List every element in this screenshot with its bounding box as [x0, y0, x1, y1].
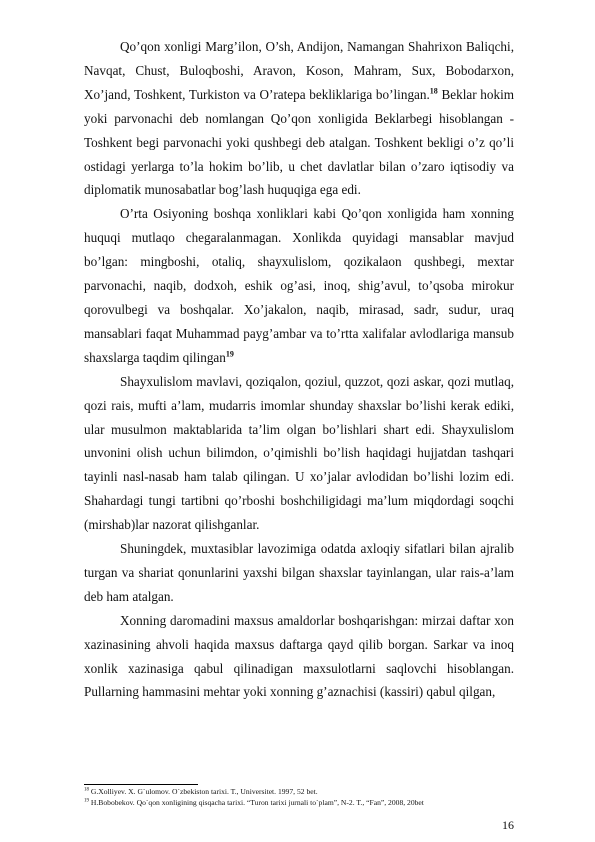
paragraph-text: Shuningdek, muxtasiblar lavozimiga odatda axloqiy sifatlari bilan ajralib turgan va shariat qonunlarini yaxshi bilgan shaxslar tayinlangan, ular rais-a’lam deb ham atalgan. [84, 541, 514, 604]
paragraph [84, 609, 514, 705]
paragraph-text: O’rta Osiyoning boshqa xonliklari kabi Qo’qon xonligida ham xonning huquqi mutlaqo chegaralanmagan. Xonlikda quyidagi mansablar mavjud bo’lgan: mingboshi, otaliq, shayxulislom, qozikalaon qushbegi, mextar parvonachi, naqib, dodxoh, eshik og’asi, inoq, shig’avul, to’qsoba mirokur qorovulbegi va boshqalar. Xo’jakalon, naqib, mirasad, sadr, sudur, uraq mansablari faqat Muhammad payg’ambar va to’rtta xalifalar avlodlariga mansub shaxslarga taqdim qilingan [84, 206, 514, 365]
footnote-text: H.Bobobekov. Qo`qon xonligining qisqacha tarixi. “Turon tarixi jurnali to`plam”, N-2. T., “Fan”, 2008, 20bet [89, 797, 424, 807]
paragraph [84, 370, 514, 537]
footnote [84, 798, 524, 809]
paragraph [84, 35, 514, 202]
footnote-divider [84, 784, 198, 785]
footnote-ref[interactable]: 18 [429, 86, 438, 96]
page-number: 16 [502, 818, 514, 832]
footnote [84, 787, 524, 798]
paragraph [84, 202, 514, 369]
body-text [84, 35, 514, 704]
footnote-number: 19 [84, 798, 89, 804]
paragraph [84, 537, 514, 609]
paragraph-text-continued: Beklar hokim yoki parvonachi deb nomlangan Qo’qon xonligida Beklarbegi hisoblangan -Toshkent begi parvonachi yoki qushbegi deb atalgan. Toshkent bekligi o’z qo’li ostidagi yerlarga to’la hokim bo’lib, u chet davlatlar bilan o’zaro iqtisodiy va diplomatik munosabatlar bog’lash huquqiga ega edi. [84, 86, 514, 198]
footnote-text: G.Xolliyev. X. G`ulomov. O`zbekiston tarixi. T., Universitet. 1997, 52 bet. [89, 787, 318, 796]
footnote-number: 18 [84, 787, 89, 793]
footnote-ref[interactable]: 19 [225, 349, 234, 359]
footnotes [84, 787, 524, 808]
paragraph-text: Xonning daromadini maxsus amaldorlar boshqarishgan: mirzai daftar xon xazinasining ahvoli haqida maxsus daftarga qayd qilib borgan. Sarkar va inoq xonlik xazinasiga qabul qilinadigan maxsulotlarni saqlovchi hisoblangan. Pullarning hammasini mehtar yoki xonning g’aznachisi (kassiri) qabul qilgan, [84, 612, 514, 700]
paragraph-text: Qo’qon xonligi Marg’ilon, O’sh, Andijon, Namangan Shahrixon Baliqchi, Navqat, Chust, Buloqboshi, Aravon, Koson, Mahram, Sux, Bobodarxon, Xo’jand, Toshkent, Turkiston va O’ratepa bekliklariga bo’lingan. [84, 39, 514, 102]
paragraph-text: Shayxulislom mavlavi, qoziqalon, qoziul, quzzot, qozi askar, qozi mutlaq, qozi rais, mufti a’lam, mudarris imomlar shunday shaxslar bo’lishi kerak ediki, ular musulmon maktablarida ta’lim olgan bo’lishlari shart edi. Shayxulislom unvonini olish uchun bilimdon, o’qimishli bo’lish haqidagi hujjatdan tashqari tayinli nasl-nasab ham talab qilingan. U xo’jalar avlodidan bo’lishi lozim edi. Shahardagi tungi tartibni qo’rboshi boshchiligidagi ma’lum miqdordagi soqchi (mirshab)lar nazorat qilishganlar. [84, 373, 514, 533]
